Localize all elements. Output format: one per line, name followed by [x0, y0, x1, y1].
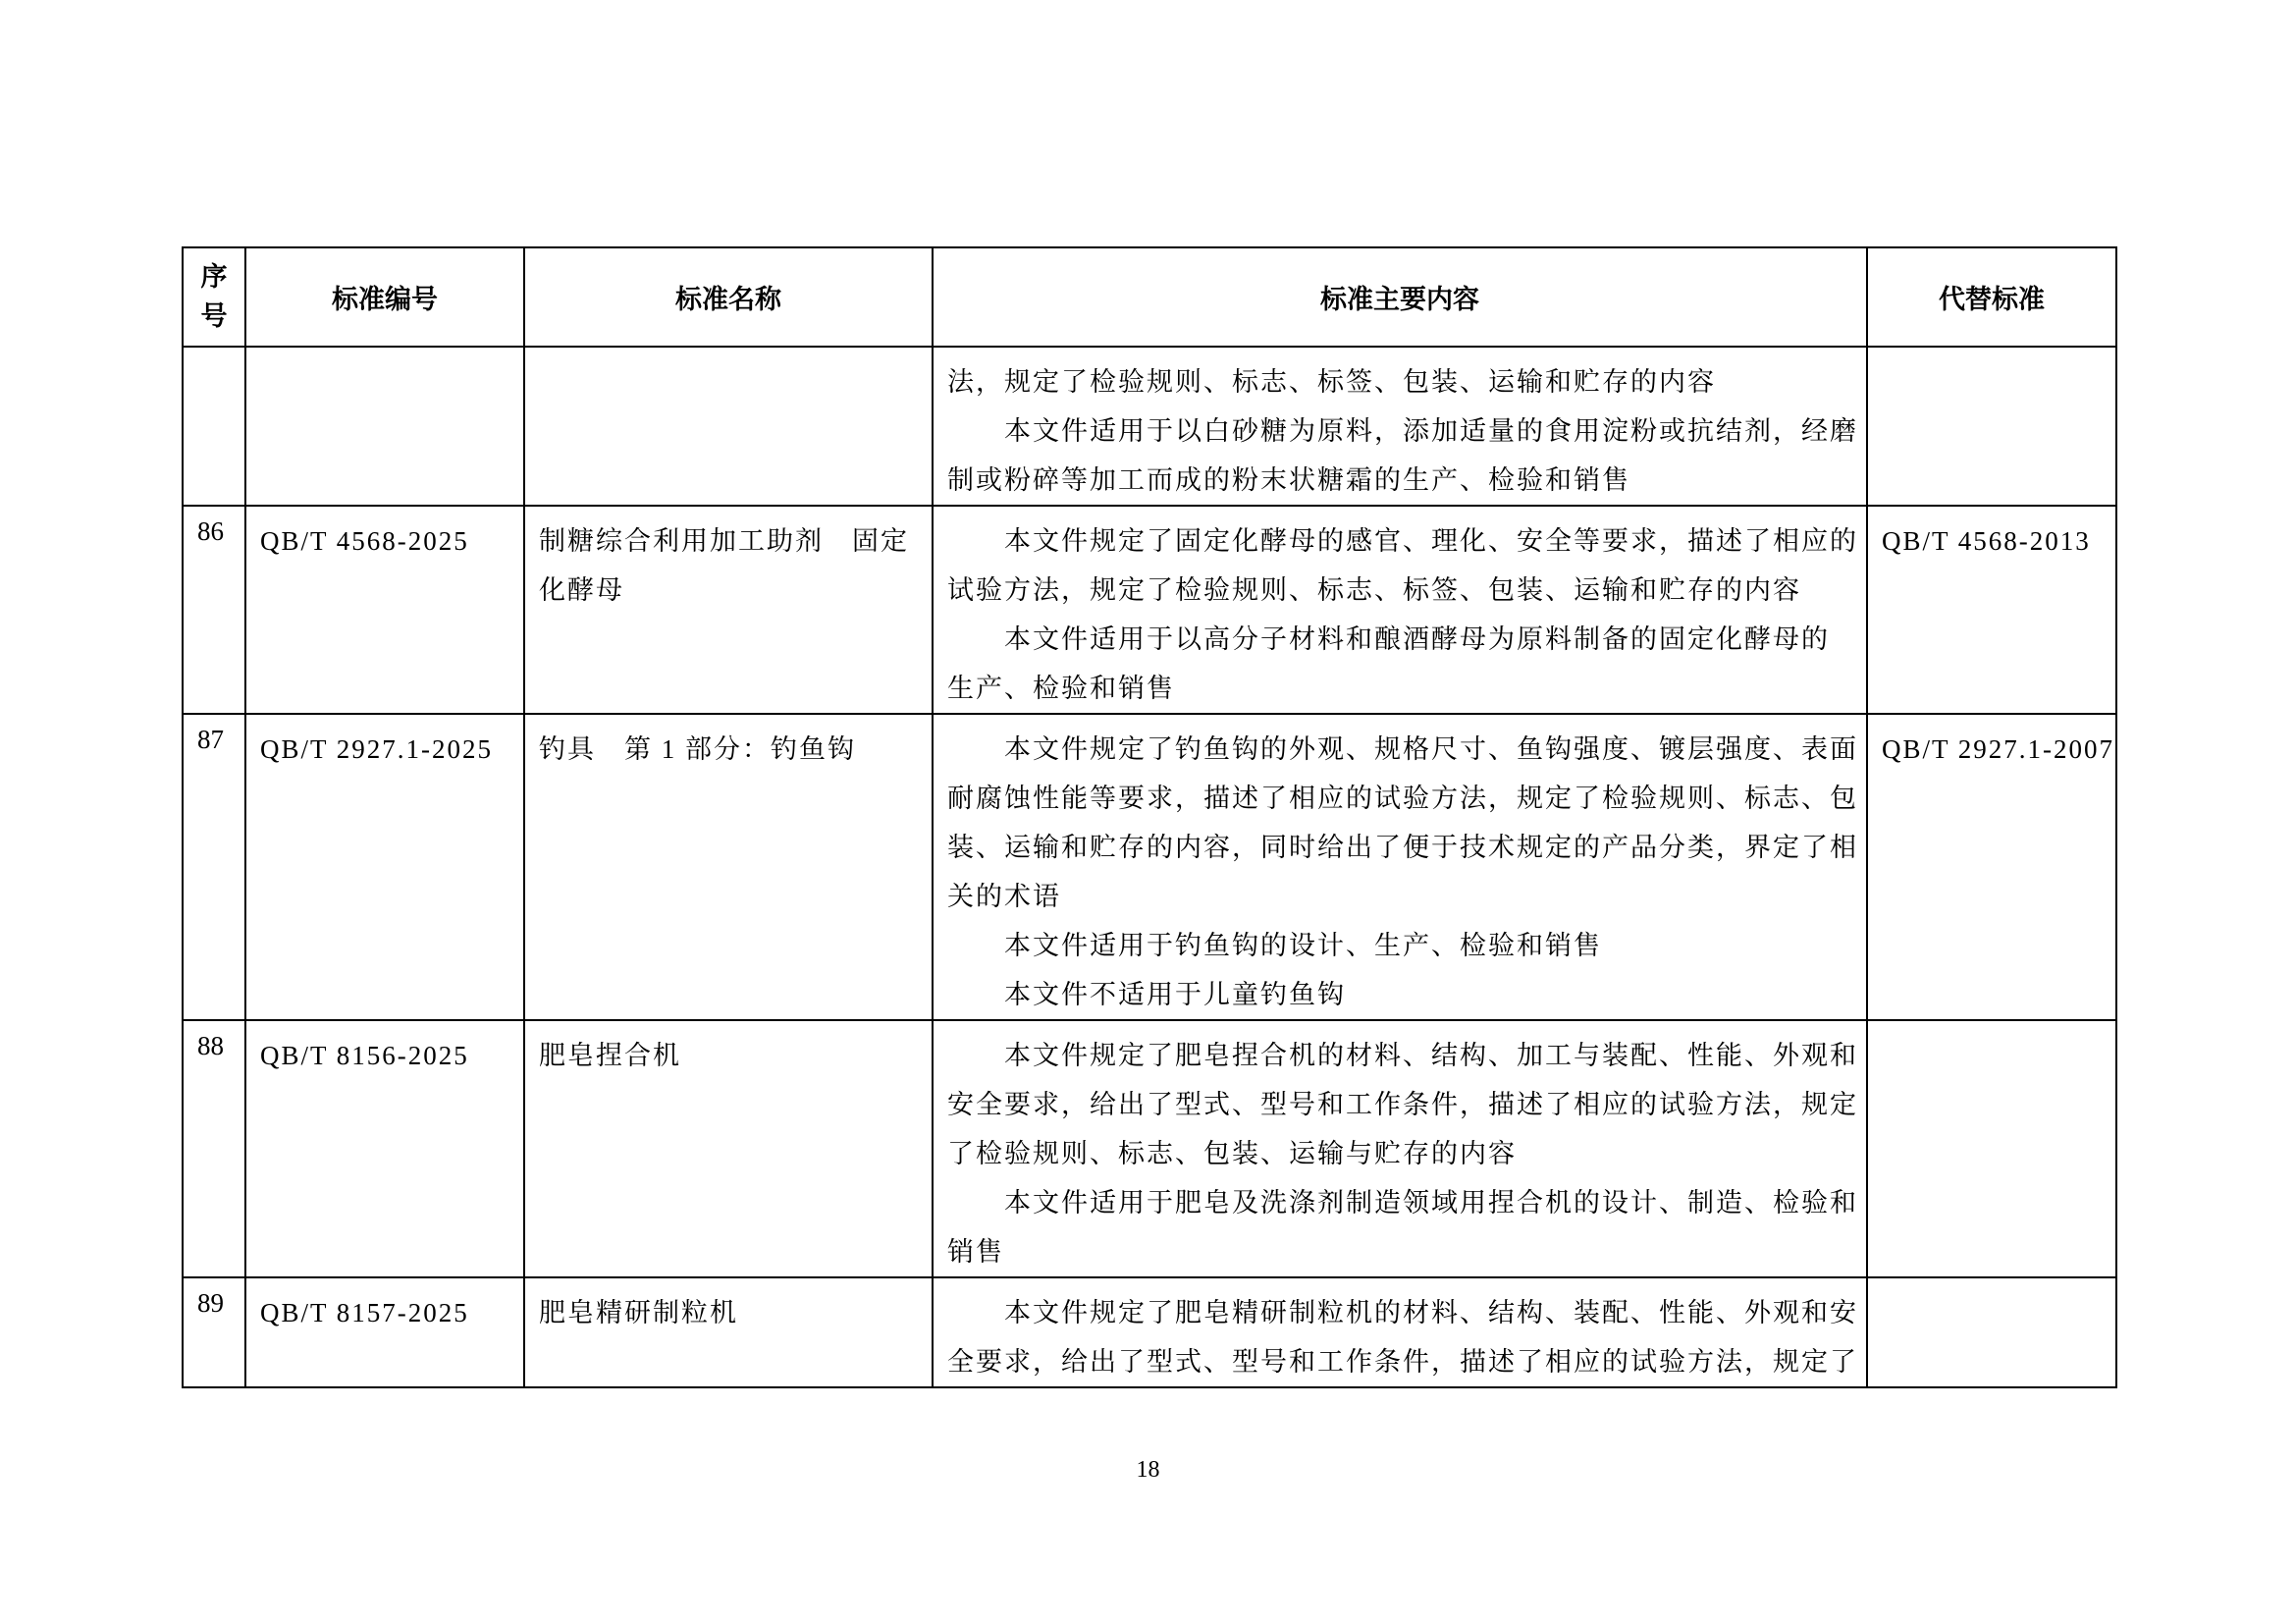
content-line: 安全要求，给出了型式、型号和工作条件，描述了相应的试验方法，规定 [947, 1090, 1858, 1119]
cell-code [245, 1020, 524, 1277]
cell-replaces [1867, 1020, 2116, 1277]
header-no-char: 序 [200, 261, 228, 293]
content-line: 本文件规定了肥皂精研制粒机的材料、结构、装配、性能、外观和安 [1004, 1298, 1858, 1327]
table-header-row [183, 247, 2116, 347]
content-line: 销售 [947, 1237, 1004, 1267]
standard-code: QB/T 8157-2025 [260, 1298, 469, 1327]
standard-code: QB/T 4568-2025 [260, 526, 469, 556]
cell-content [933, 506, 1867, 714]
cell-content [933, 347, 1867, 506]
standard-content [934, 348, 1866, 505]
content-line: 装、运输和贮存的内容，同时给出了便于技术规定的产品分类，界定了相 [947, 833, 1858, 862]
header-code: 标准编号 [245, 247, 524, 347]
cell-replaces [1867, 347, 2116, 506]
replaced-standard: QB/T 2927.1-2007 [1882, 734, 2115, 764]
standard-name-line: 化酵母 [539, 575, 624, 605]
cell-name [524, 1277, 933, 1387]
standard-name-line: 钓具 第 1 部分：钓鱼钩 [539, 734, 856, 764]
cell-name [524, 506, 933, 714]
header-replaces: 代替标准 [1867, 247, 2116, 347]
row-number: 87 [197, 725, 224, 754]
replaced-standard [1868, 1021, 2115, 1080]
content-line: 了检验规则、标志、包装、运输与贮存的内容 [947, 1139, 1517, 1168]
cell-no [183, 1020, 245, 1277]
standard-name [525, 715, 932, 774]
cell-no [183, 1277, 245, 1387]
cell-no [183, 506, 245, 714]
header-no [183, 247, 245, 347]
standard-name-line: 制糖综合利用加工助剂 固定 [539, 526, 909, 556]
standard-content [934, 715, 1866, 1019]
content-line: 本文件规定了固定化酵母的感官、理化、安全等要求，描述了相应的 [1004, 526, 1858, 556]
row-number [184, 348, 244, 357]
standard-name [525, 507, 932, 615]
replaced-standard [1868, 348, 2115, 406]
content-line: 耐腐蚀性能等要求，描述了相应的试验方法，规定了检验规则、标志、包 [947, 784, 1858, 813]
row-number: 86 [197, 516, 224, 546]
cell-code [245, 506, 524, 714]
content-line: 试验方法，规定了检验规则、标志、标签、包装、运输和贮存的内容 [947, 575, 1801, 605]
cell-replaces [1867, 714, 2116, 1020]
standard-name-line: 肥皂精研制粒机 [539, 1298, 738, 1327]
cell-name [524, 714, 933, 1020]
standard-name [525, 1021, 932, 1080]
cell-name [524, 347, 933, 506]
header-no-char: 号 [200, 300, 228, 332]
table-row [183, 714, 2116, 1020]
cell-name [524, 1020, 933, 1277]
cell-code [245, 1277, 524, 1387]
content-line: 本文件适用于以高分子材料和酿酒酵母为原料制备的固定化酵母的 [1004, 624, 1830, 654]
content-line: 制或粉碎等加工而成的粉末状糖霜的生产、检验和销售 [947, 465, 1630, 495]
standard-name [525, 348, 932, 357]
cell-code [245, 347, 524, 506]
content-line: 本文件适用于以白砂糖为原料，添加适量的食用淀粉或抗结剂，经磨 [1004, 416, 1858, 446]
content-line: 全要求，给出了型式、型号和工作条件，描述了相应的试验方法，规定了 [947, 1347, 1858, 1377]
cell-replaces [1867, 1277, 2116, 1387]
table-row [183, 1020, 2116, 1277]
cell-content [933, 1020, 1867, 1277]
standard-content [934, 1278, 1866, 1386]
standard-code: QB/T 8156-2025 [260, 1041, 469, 1070]
cell-content [933, 1277, 1867, 1387]
row-number: 89 [197, 1288, 224, 1318]
content-line: 关的术语 [947, 882, 1061, 911]
content-line: 法，规定了检验规则、标志、标签、包装、运输和贮存的内容 [947, 367, 1716, 397]
table-row [183, 347, 2116, 506]
cell-code [245, 714, 524, 1020]
header-name: 标准名称 [524, 247, 933, 347]
table-row [183, 506, 2116, 714]
content-line: 本文件规定了肥皂捏合机的材料、结构、加工与装配、性能、外观和 [1004, 1041, 1858, 1070]
content-line: 本文件适用于肥皂及洗涤剂制造领域用捏合机的设计、制造、检验和 [1004, 1188, 1858, 1218]
standard-code: QB/T 2927.1-2025 [260, 734, 494, 764]
standard-code [246, 348, 523, 357]
content-line: 本文件适用于钓鱼钩的设计、生产、检验和销售 [1004, 931, 1602, 960]
standard-name-line: 肥皂捏合机 [539, 1041, 681, 1070]
content-line: 生产、检验和销售 [947, 674, 1175, 703]
cell-no [183, 347, 245, 506]
replaced-standard: QB/T 4568-2013 [1882, 526, 2091, 556]
cell-no [183, 714, 245, 1020]
standards-table [182, 246, 2117, 1388]
row-number: 88 [197, 1031, 224, 1060]
content-line: 本文件不适用于儿童钓鱼钩 [1004, 980, 1346, 1009]
standard-name [525, 1278, 932, 1337]
page-number: 18 [1136, 1457, 1160, 1483]
standard-content [934, 507, 1866, 713]
table-row [183, 1277, 2116, 1387]
content-line: 本文件规定了钓鱼钩的外观、规格尺寸、鱼钩强度、镀层强度、表面 [1004, 734, 1858, 764]
cell-content [933, 714, 1867, 1020]
cell-replaces [1867, 506, 2116, 714]
header-content: 标准主要内容 [933, 247, 1867, 347]
replaced-standard [1868, 1278, 2115, 1337]
standard-content [934, 1021, 1866, 1276]
